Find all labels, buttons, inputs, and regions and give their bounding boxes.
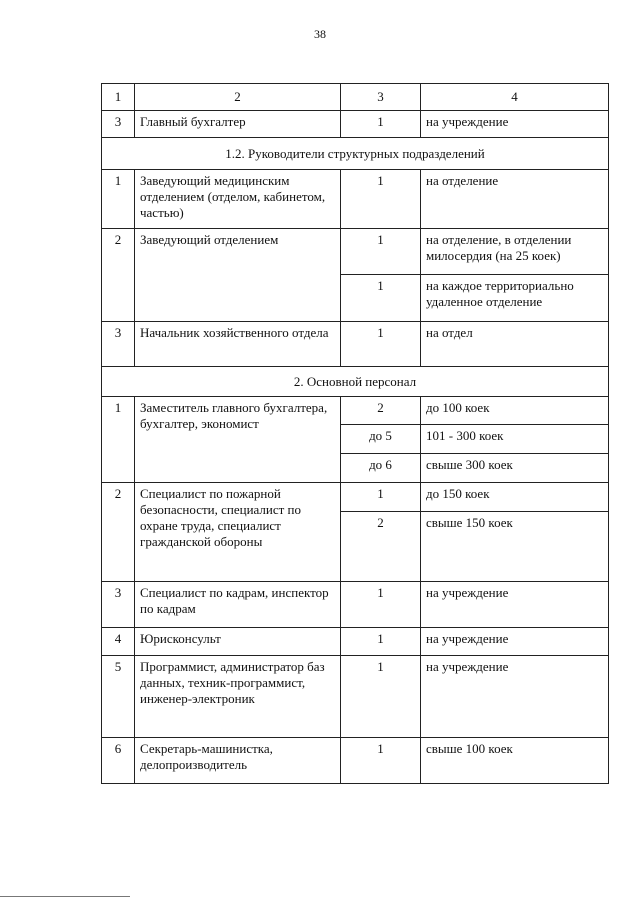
position-cell: Секретарь-машинистка, делопроизводитель: [135, 738, 341, 784]
count-cell: 1: [341, 275, 421, 322]
norm-cell: на отделение, в отделении милосердия (на 25 коек): [421, 229, 609, 275]
table-row: [102, 738, 609, 784]
table-row: [102, 582, 609, 628]
table-row: [102, 322, 609, 367]
col-header-2: 2: [135, 84, 341, 111]
position-cell: Заведующий отделением: [135, 229, 341, 322]
table-header-row: [102, 84, 609, 111]
count-cell: 1: [341, 656, 421, 738]
row-number: 1: [102, 170, 135, 229]
count-cell: 1: [341, 229, 421, 275]
table-row: [102, 170, 609, 229]
norm-cell: на учреждение: [421, 582, 609, 628]
position-cell: Специалист по пожарной безопасности, специалист по охране труда, специалист гражданской обороны: [135, 483, 341, 582]
section-row: [102, 138, 609, 170]
position-cell: Юрисконсульт: [135, 628, 341, 656]
table-row: [102, 656, 609, 738]
norm-cell: на учреждение: [421, 656, 609, 738]
position-cell: Заместитель главного бухгалтера, бухгалтер, экономист: [135, 397, 341, 483]
count-cell: до 6: [341, 454, 421, 483]
col-header-1: 1: [102, 84, 135, 111]
count-cell: 1: [341, 483, 421, 512]
position-cell: Специалист по кадрам, инспектор по кадрам: [135, 582, 341, 628]
norm-cell: 101 - 300 коек: [421, 425, 609, 454]
count-cell: 1: [341, 111, 421, 138]
row-number: 6: [102, 738, 135, 784]
count-cell: 1: [341, 738, 421, 784]
footer-divider: [0, 896, 130, 897]
count-cell: 2: [341, 397, 421, 425]
section-row: [102, 367, 609, 397]
row-number: 2: [102, 483, 135, 582]
count-cell: 2: [341, 512, 421, 582]
norm-cell: на отдел: [421, 322, 609, 367]
norm-cell: на учреждение: [421, 628, 609, 656]
row-number: 2: [102, 229, 135, 322]
table-row: [102, 229, 609, 275]
position-cell: Главный бухгалтер: [135, 111, 341, 138]
count-cell: 1: [341, 322, 421, 367]
norm-cell: свыше 100 коек: [421, 738, 609, 784]
row-number: 3: [102, 111, 135, 138]
norm-cell: на учреждение: [421, 111, 609, 138]
row-number: 4: [102, 628, 135, 656]
count-cell: 1: [341, 582, 421, 628]
norm-cell: до 150 коек: [421, 483, 609, 512]
page-number: 38: [314, 27, 326, 41]
norm-cell: до 100 коек: [421, 397, 609, 425]
row-number: 5: [102, 656, 135, 738]
row-number: 3: [102, 322, 135, 367]
section-title: 1.2. Руководители структурных подразделений: [102, 138, 609, 170]
table-row: [102, 397, 609, 425]
table-row: [102, 111, 609, 138]
norm-cell: на отделение: [421, 170, 609, 229]
count-cell: 1: [341, 170, 421, 229]
col-header-3: 3: [341, 84, 421, 111]
row-number: 1: [102, 397, 135, 483]
position-cell: Заведующий медицинским отделением (отделом, кабинетом, частью): [135, 170, 341, 229]
table-row: [102, 628, 609, 656]
staffing-table: [101, 83, 609, 784]
count-cell: до 5: [341, 425, 421, 454]
count-cell: 1: [341, 628, 421, 656]
norm-cell: на каждое территориально удаленное отделение: [421, 275, 609, 322]
norm-cell: свыше 150 коек: [421, 512, 609, 582]
position-cell: Программист, администратор баз данных, техник-программист, инженер-электроник: [135, 656, 341, 738]
position-cell: Начальник хозяйственного отдела: [135, 322, 341, 367]
col-header-4: 4: [421, 84, 609, 111]
row-number: 3: [102, 582, 135, 628]
section-title: 2. Основной персонал: [102, 367, 609, 397]
table-row: [102, 483, 609, 512]
norm-cell: свыше 300 коек: [421, 454, 609, 483]
